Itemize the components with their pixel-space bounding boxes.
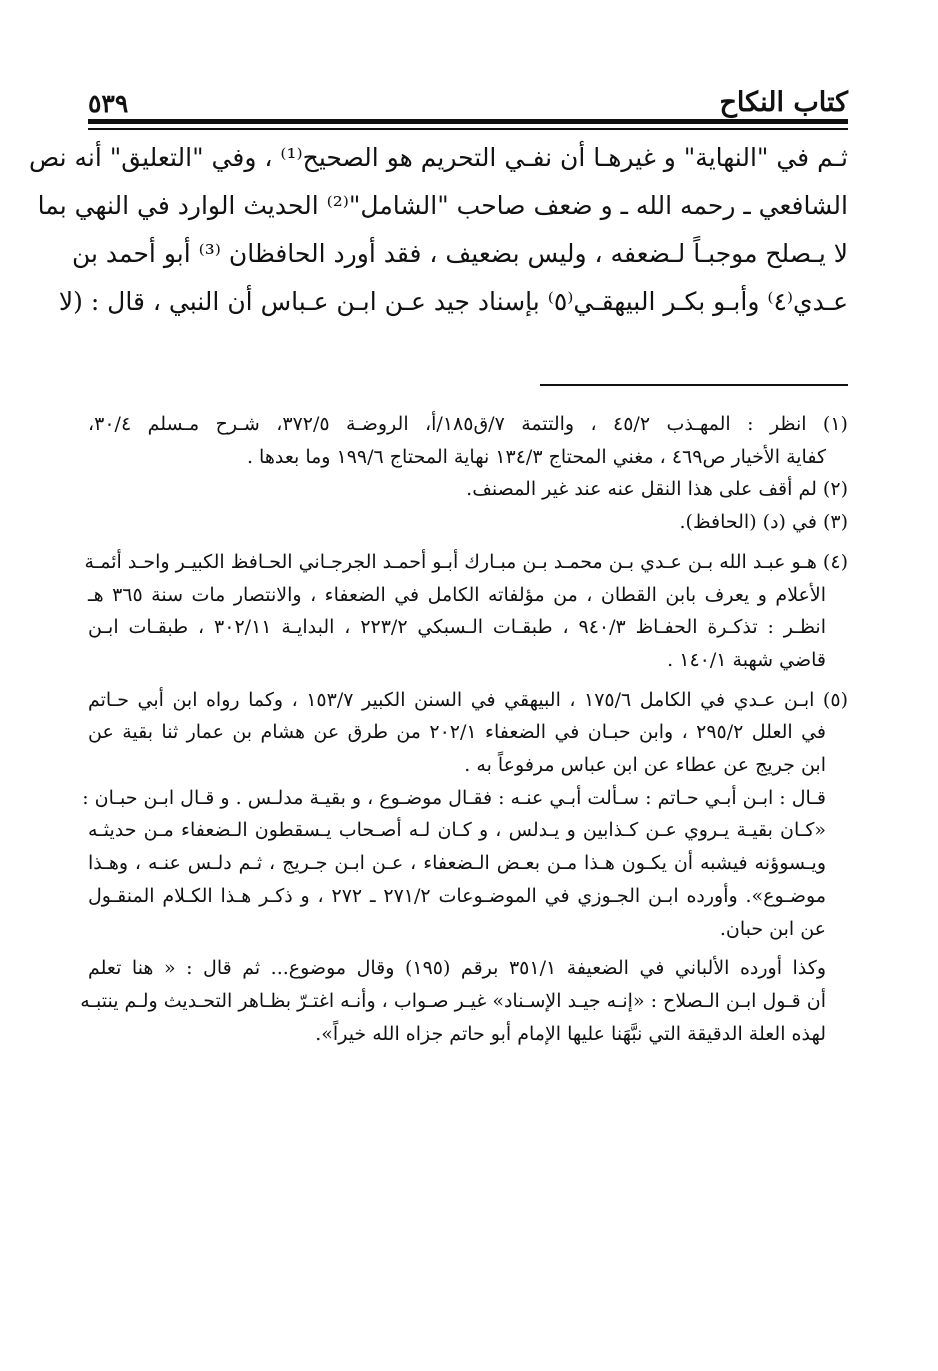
- footnote-line: موضـوع». وأورده ابـن الجـوزي في الموضـوعات ٢٧١/٢ ـ ٢٧٢ ، و ذكـر هـذا الكـلام المنقـول: [88, 884, 827, 907]
- footnotes: [80, 408, 848, 1050]
- footnote-line: ابن جريج عن عطاء عن ابن عباس مرفوعاً به .: [464, 754, 826, 777]
- page-header: [88, 78, 848, 118]
- footnote-2: [88, 473, 848, 506]
- footnote-separator: [540, 384, 848, 386]
- footnote-line: «كـان بقيـة يـروي عـن كـذابين و يـدلس ، و كـان لـه أصـحاب يـسقطون الـضعفاء مـن حديثـه: [88, 819, 826, 842]
- footnote-line: قـال : ابـن أبـي حـاتم : سـألت أبـي عنـه : فقـال موضـوع ، و بقيـة مدلـس . و قـال ابـن حبـان :: [82, 786, 826, 809]
- footnote-line: في العلل ٢٩٥/٢ ، وابن حبـان في الضعفاء ٢٠٢/١ من طرق عن هشام بن عمار ثنا بقية عن: [88, 721, 826, 744]
- footnote-line: (٥) ابـن عـدي في الكامل ١٧٥/٦ ، البيهقي في السنن الكبير ١٥٣/٧ ، وكما رواه ابن أبي حـاتم: [88, 688, 848, 711]
- footnote-5-albani: [80, 952, 848, 1050]
- footnote-4: [84, 546, 848, 677]
- footnote-5-continuation: [82, 782, 848, 946]
- main-text-line: ثـم في "النهاية" و غيرهـا أن نفـي التحريم هو الصحيح⁽¹⁾ ، وفي "التعليق" أنه نص: [28, 143, 848, 172]
- footnote-line: (٣) في (د) (الحافظ).: [679, 511, 848, 534]
- footnote-line: (٢) لم أقف على هذا النقل عنه عند غير المصنف.: [466, 478, 848, 501]
- footnote-line: انظـر : تذكـرة الحفـاظ ٩٤٠/٣ ، طبقـات الـسبكي ٢٢٣/٢ ، البدايـة ٣٠٢/١١ ، طبقـات ابـن: [88, 616, 826, 639]
- footnote-line: أن قـول ابـن الـصلاح : «إنـه جيـد الإسـناد» غيـر صـواب ، وأنـه اغتـرّ بظـاهر التحـديث ولـم ينتبـه: [80, 989, 826, 1012]
- footnote-3: [88, 506, 848, 539]
- header-rule-thick: [88, 119, 848, 124]
- footnote-5: [88, 684, 848, 782]
- footnote-line: الأعلام و يعرف بابن القطان ، من مؤلفاته الكامل في الضعفاء ، والانتصار مات سنة ٣٦٥ هـ: [88, 583, 826, 606]
- footnote-line: (٤) هـو عبـد الله بـن عـدي بـن محمـد بـن مبـارك أبـو أحمـد الجرجـاني الحـافظ الكبيـر واحـد أئمـة: [84, 550, 848, 573]
- footnote-line: وكذا أورده الألباني في الضعيفة ٣٥١/١ برقم (١٩٥) وقال موضوع... ثم قال : « هنا تعلم: [88, 957, 826, 980]
- footnote-line: ويـسوؤنه فيشبه أن يكـون هـذا مـن بعـض الـضعفاء ، عـن ابـن جـريج ، ثـم دلـس عنـه ، وهـذا: [88, 852, 827, 875]
- header-rule-thin: [88, 128, 848, 130]
- footnote-line: (١) انظر : المهـذب ٤٥/٢ ، والتتمة ٧/ق١٨٥/أ، الروضـة ٣٧٢/٥، شـرح مـسلم ٣٠/٤،: [88, 413, 848, 435]
- book-title: كتاب النكاح: [719, 87, 848, 118]
- footnote-line: عن ابن حبان.: [719, 917, 826, 940]
- footnote-line: كفاية الأخيار ص٤٦٩ ، مغني المحتاج ١٣٤/٣ نهاية المحتاج ١٩٩/٦ وما بعدها .: [246, 445, 826, 468]
- main-text-line: لا يـصلح موجبـاً لـضعفه ، وليس بضعيف ، فقد أورد الحافظان ⁽³⁾ أبو أحمد بن: [71, 239, 848, 268]
- page-number: ٥٣٩: [88, 89, 129, 118]
- footnote-line: لهذه العلة الدقيقة التي نبَّهَنا عليها الإمام أبو حاتم جزاه الله خيراً».: [315, 1022, 826, 1045]
- footnote-1: [88, 408, 848, 473]
- main-text-line: عـدي⁽٤⁾ وأبـو بكـر البيهقـي⁽٥⁾ بإسناد جيد عـن ابـن عـباس أن النبي ، قال : (لا: [58, 287, 848, 316]
- footnote-line: قاضي شهبة ١٤٠/١ .: [667, 648, 826, 671]
- main-text-line: الشافعي ـ رحمه الله ـ و ضعف صاحب "الشامل"⁽²⁾ الحديث الوارد في النهي بما: [37, 191, 848, 220]
- main-text: [28, 134, 848, 326]
